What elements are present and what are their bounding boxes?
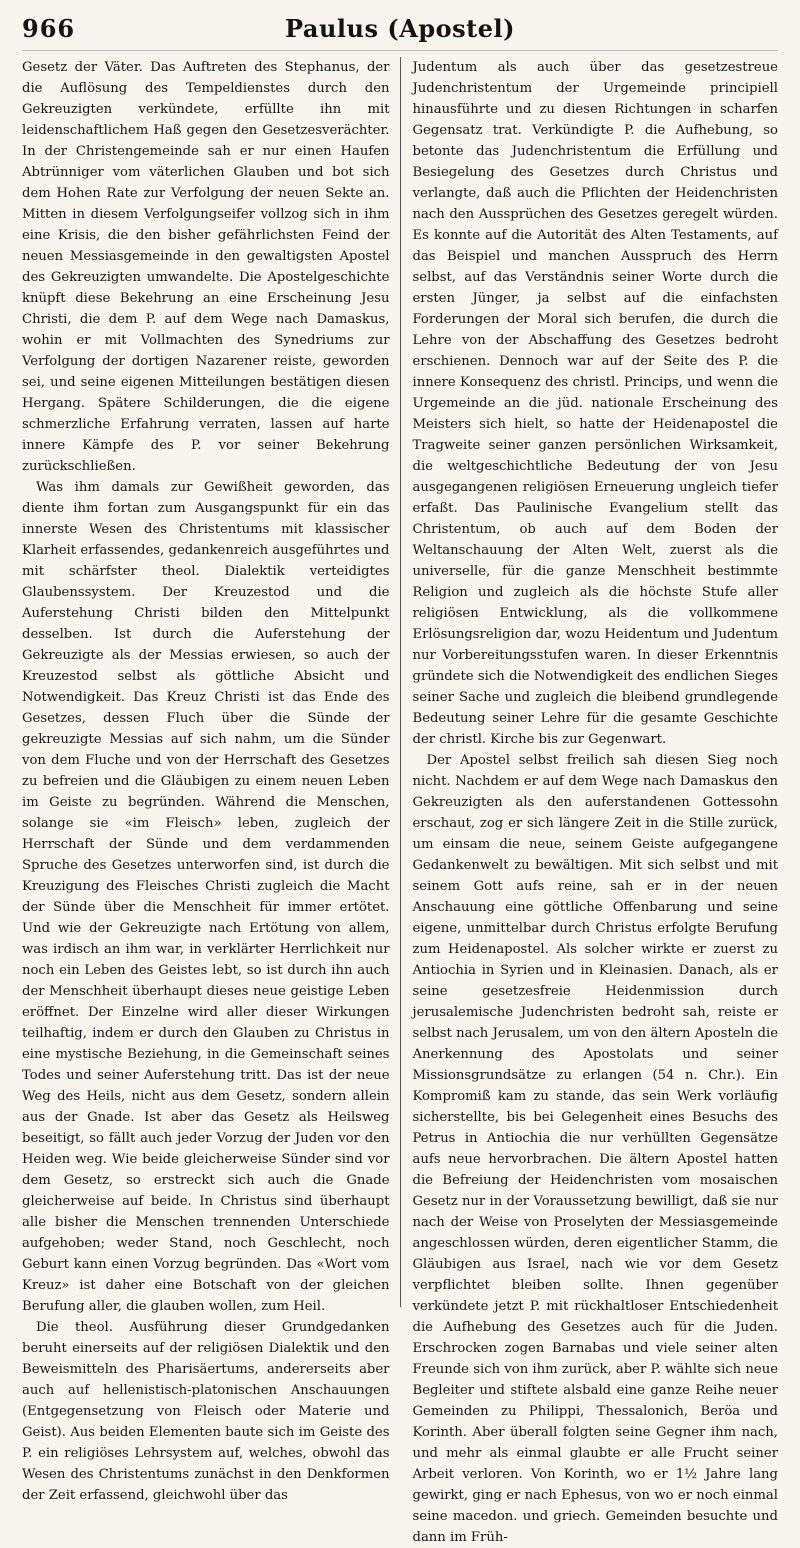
text-columns — [22, 57, 778, 1545]
right-column — [405, 57, 779, 1545]
column-divider — [400, 57, 401, 1307]
page-number: 966 — [22, 14, 76, 43]
page-header — [22, 14, 778, 51]
running-head: Paulus (Apostel) — [285, 14, 515, 43]
paragraph: Was ihm damals zur Gewißheit geworden, das diente ihm fortan zum Ausgangspunkt für ein das innerste Wesen des Christentums mit klassischer Klarheit erfassendes, gedankenreich ausgeführtes und mit schärfster theol. Dialektik verteidigtes Glaubenssystem. Der Kreuzestod und die Auferstehung Christi bilden den Mittelpunkt desselben. Ist durch die Auferstehung der Gekreuzigte als der Messias erwiesen, so auch der Kreuzestod selbst als göttliche Absicht und Notwendigkeit. Das Kreuz Christi ist das Ende des Gesetzes, dessen Fluch über die Sünde der gekreuzigte Messias auf sich nahm, um die Sünder von dem Fluche und von der Herrschaft des Gesetzes zu befreien und die Gläubigen zu einem neuen Leben im Geiste zu begründen. Während die Menschen, solange sie «im Fleisch» leben, zugleich der Herrschaft der Sünde und dem verdammenden Spruche des Gesetzes unterworfen sind, ist durch die Kreuzigung des Fleisches Christi zugleich die Macht der Sünde über die Menschheit für immer ertötet. Und wie der Gekreuzigte nach Ertötung von allem, was irdisch an ihm war, in verklärter Herrlichkeit nur noch ein Leben des Geistes lebt, so ist durch ihn auch der Menschheit überhaupt dieses neue geistige Leben eröffnet. Der Einzelne wird aller dieser Wirkungen teilhaftig, indem er durch den Glauben zu Christus in eine mystische Beziehung, in die Gemeinschaft seines Todes und seiner Auferstehung tritt. Das ist der neue Weg des Heils, nicht aus dem Gesetz, sondern allein aus der Gnade. Ist aber das Gesetz als Heilsweg beseitigt, so fällt auch jeder Vorzug der Juden vor den Heiden weg. Wie beide gleicherweise Sünder sind vor dem Gesetz, so erstreckt sich auch die Gnade gleicherweise auf beide. In Christus sind überhaupt alle bisher die Menschen trennenden Unterschiede aufgehoben; weder Stand, noch Geschlecht, noch Geburt kann einen Vorzug begründen. Das «Wort vom Kreuz» ist daher eine Botschaft von der gleichen Berufung aller, die glauben wollen, zum Heil. — [22, 480, 390, 1314]
paragraph: Die theol. Ausführung dieser Grundgedanken beruht einerseits auf der religiösen Dialektik und den Beweismitteln des Pharisäertums, andererseits aber auch auf hellenistisch-platonischen Anschauungen (Entgegensetzung von Fleisch oder Materie und Geist). Aus beiden Elementen baute sich im Geiste des P. ein religiöses Lehrsystem auf, welches, obwohl das Wesen des Christentums zunächst in den Denkformen der Zeit erfassend, gleichwohl über das — [22, 1320, 390, 1503]
left-column — [22, 57, 396, 1503]
paragraph: Judentum als auch über das gesetzestreue Judenchristentum der Urgemeinde principiell hinausführte und zu diesen Richtungen in scharfen Gegensatz trat. Verkündigte P. die Aufhebung, so betonte das Judenchristentum die Erfüllung und Besiegelung des Gesetzes durch Christus und verlangte, daß auch die Pflichten der Heidenchristen nach den Aussprüchen des Gesetzes geregelt würden. Es konnte auf die Autorität des Alten Testaments, auf das Beispiel und manchen Ausspruch des Herrn selbst, auf das Verständnis seiner Worte durch die ersten Jünger, ja selbst auf die einfachsten Forderungen der Moral sich berufen, die durch die Lehre von der Abschaffung des Gesetzes bedroht erschienen. Dennoch war auf der Seite des P. die innere Konsequenz des christl. Princips, und wenn die Urgemeinde an die jüd. nationale Erscheinung des Meisters sich hielt, so hatte der Heidenapostel die Tragweite seiner ganzen persönlichen Wirksamkeit, die weltgeschichtliche Bedeutung der von Jesu ausgegangenen religiösen Erneuerung ungleich tiefer erfaßt. Das Paulinische Evangelium stellt das Christentum, ob auch auf dem Boden der Weltanschauung der Alten Welt, zuerst als die universelle, für die ganze Menschheit bestimmte Religion und zugleich als die höchste Stufe aller religiösen Entwicklung, als die vollkommene Erlösungsreligion dar, wozu Heidentum und Judentum nur Vorbereitungsstufen waren. In dieser Erkenntnis gründete sich die Notwendigkeit des endlichen Sieges seiner Sache und zugleich die bleibend grundlegende Bedeutung seiner Lehre für die gesamte Geschichte der christl. Kirche bis zur Gegenwart. — [412, 60, 778, 747]
paragraph: Der Apostel selbst freilich sah diesen Sieg noch nicht. Nachdem er auf dem Wege nach Damaskus den Gekreuzigten als den auferstandenen Gottessohn erschaut, zog er sich längere Zeit in die Stille zurück, um einsam die neue, seinem Geiste aufgegangene Gedankenwelt zu bewältigen. Mit sich selbst und mit seinem Gott aufs reine, sah er in der neuen Anschauung eine göttliche Offenbarung und seine eigene, unmittelbar durch Christus erfolgte Berufung zum Heidenapostel. Als solcher wirkte er zuerst zu Antiochia in Syrien und in Kleinasien. Danach, als er seine gesetzesfreie Heidenmission durch jerusalemische Judenchristen bedroht sah, reiste er selbst nach Jerusalem, um von den ältern Aposteln die Anerkennung des Apostolats und seiner Missionsgrundsätze zu erlangen (54 n. Chr.). Ein Kompromiß kam zu stande, das sein Werk vorläufig sicherstellte, bis bei Gelegenheit eines Besuchs des Petrus in Antiochia die nur verhüllten Gegensätze aufs neue hervorbrachen. Die ältern Apostel hatten die Befreiung der Heidenchristen vom mosaischen Gesetz nur in der Voraussetzung bewilligt, daß sie nur nach der Weise von Proselyten der Messiasgemeinde angeschlossen würden, deren eigentlicher Stamm, die Gläubigen aus Israel, nach wie vor dem Gesetz verpflichtet bleiben sollte. Ihnen gegenüber verkündete jetzt P. mit rückhaltloser Entschiedenheit die Aufhebung des Gesetzes auch für die Juden. Erschrocken zogen Barnabas und viele seiner alten Freunde sich von ihm zurück, aber P. wählte sich neue Begleiter und stiftete alsbald eine ganze Reihe neuer Gemeinden zu Philippi, Thessalonich, Beröa und Korinth. Aber überall folgten seine Gegner ihm nach, und mehr als einmal glaubte er alle Frucht seiner Arbeit verloren. Von Korinth, wo er 1½ Jahre lang gewirkt, ging er nach Ephesus, von wo er noch einmal seine macedon. und griech. Gemeinden besuchte und dann im Früh- — [412, 753, 778, 1545]
paragraph: Gesetz der Väter. Das Auftreten des Stephanus, der die Auflösung des Tempeldienstes durch den Gekreuzigten verkündete, erfüllte ihn mit leidenschaftlichem Haß gegen den Gesetzesverächter. In der Christengemeinde sah er nur einen Haufen Abtrünniger vom väterlichen Glauben und bot sich dem Hohen Rate zur Verfolgung der neuen Sekte an. Mitten in diesem Verfolgungseifer vollzog sich in ihm eine Krisis, die den bisher gefährlichsten Feind der neuen Messiasgemeinde in den gewaltigsten Apostel des Gekreuzigten umwandelte. Die Apostelgeschichte knüpft diese Bekehrung an eine Erscheinung Jesu Christi, die dem P. auf dem Wege nach Damaskus, wohin er mit Vollmachten des Synedriums zur Verfolgung der dortigen Nazarener reiste, geworden sei, und seine eigenen Mitteilungen bestätigen diesen Hergang. Spätere Schilderungen, die die eigene schmerzliche Erfahrung verraten, lassen auf harte innere Kämpfe des P. vor seiner Bekehrung zurückschließen. — [22, 60, 390, 474]
